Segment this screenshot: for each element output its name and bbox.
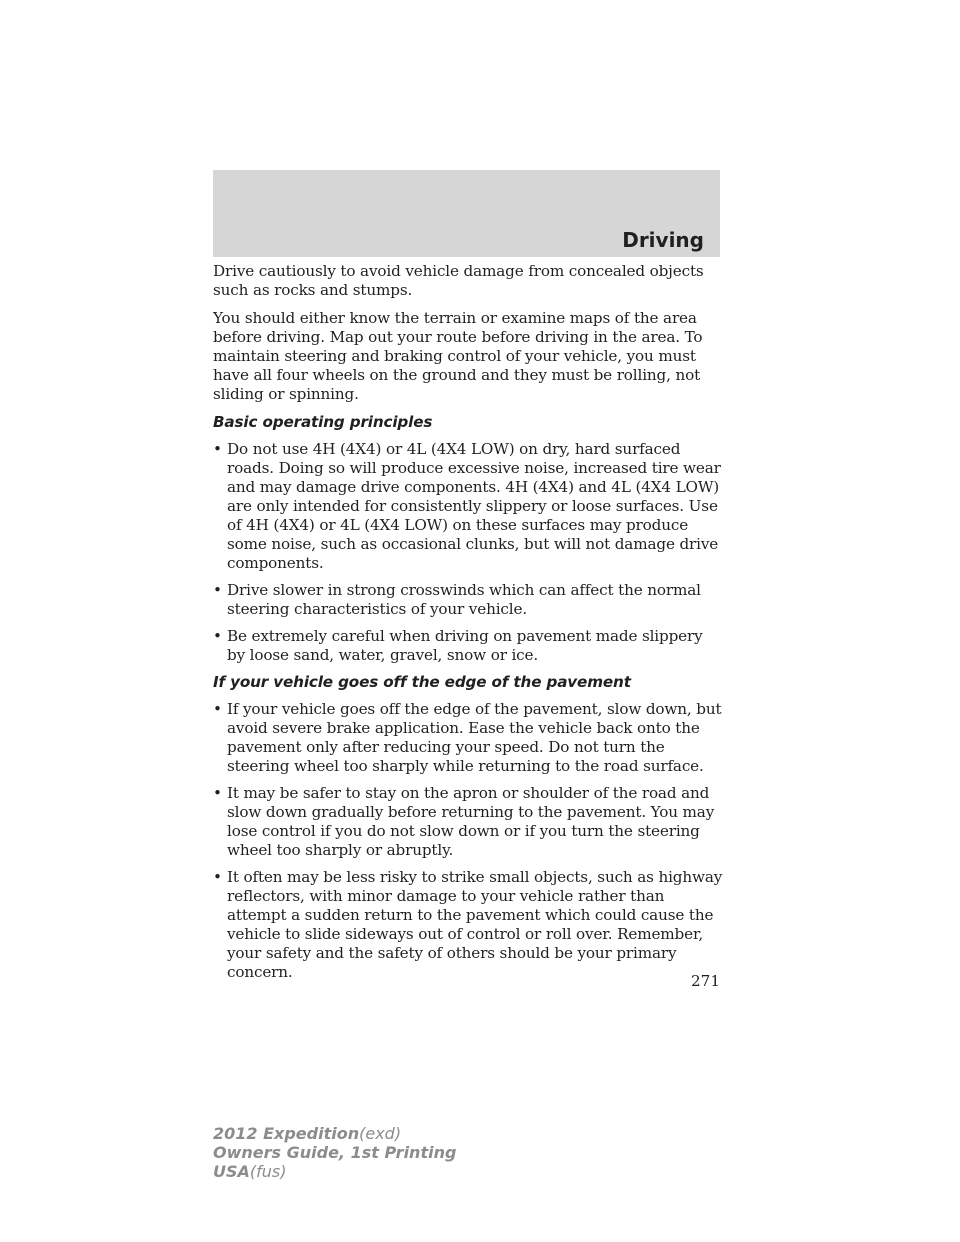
footer-model-name: 2012 Expedition bbox=[213, 1124, 360, 1143]
list-item-text: Drive slower in strong crosswinds which can affect the normal steering characteristics of your vehicle. bbox=[227, 581, 701, 618]
bullet-icon: • bbox=[213, 627, 222, 645]
list-item bbox=[213, 868, 723, 982]
document-footer bbox=[213, 1124, 456, 1181]
section-heading-off-pavement: If your vehicle goes off the edge of the pavement bbox=[213, 673, 631, 691]
footer-model-code: (exd) bbox=[359, 1124, 402, 1143]
list-item bbox=[213, 627, 723, 665]
footer-line-model bbox=[213, 1124, 456, 1143]
footer-line-guide: Owners Guide, 1st Printing bbox=[213, 1143, 457, 1162]
section-heading-basic-operating-principles: Basic operating principles bbox=[213, 413, 433, 431]
footer-market-code: (fus) bbox=[249, 1162, 287, 1181]
footer-market-name: USA bbox=[213, 1162, 250, 1181]
bullet-icon: • bbox=[213, 784, 222, 802]
list-item-text: Be extremely careful when driving on pavement made slippery by loose sand, water, gravel, snow or ice. bbox=[227, 627, 703, 664]
list-item bbox=[213, 784, 723, 860]
intro-paragraph: Drive cautiously to avoid vehicle damage from concealed objects such as rocks and stumps. bbox=[213, 262, 704, 299]
list-item bbox=[213, 581, 723, 619]
section-header-band bbox=[213, 170, 720, 257]
list-item-text: Do not use 4H (4X4) or 4L (4X4 LOW) on dry, hard surfaced roads. Doing so will produce excessive noise, increased tire wear and may damage drive components. 4H (4X4) and 4L (4X4 LOW) are only intended for consistently slippery or loose surfaces. Use of 4H (4X4) or 4L (4X4 LOW) on these surfaces may produce some noise, such as occasional clunks, but will not damage drive components. bbox=[227, 440, 721, 572]
list-item bbox=[213, 440, 723, 573]
list-item-text: If your vehicle goes off the edge of the pavement, slow down, but avoid severe brake application. Ease the vehicle back onto the pavement only after reducing your speed. Do not turn the steering wheel too sharply while returning to the road surface. bbox=[227, 700, 722, 775]
bullet-icon: • bbox=[213, 868, 222, 886]
list-item-text: It may be safer to stay on the apron or shoulder of the road and slow down gradually before returning to the pavement. You may lose control if you do not slow down or if you turn the steering wheel too sharply or abruptly. bbox=[227, 784, 715, 859]
bullet-icon: • bbox=[213, 440, 222, 458]
bullet-icon: • bbox=[213, 581, 222, 599]
intro-paragraph: You should either know the terrain or examine maps of the area before driving. Map out your route before driving in the area. To maintain steering and braking control of your vehicle, you must have all four wheels on the ground and they must be rolling, not sliding or spinning. bbox=[213, 309, 703, 403]
bullet-list-off-pavement bbox=[213, 700, 723, 982]
bullet-list-basic-operating-principles bbox=[213, 440, 723, 665]
list-item bbox=[213, 700, 723, 776]
footer-line-market bbox=[213, 1162, 456, 1181]
page-content bbox=[213, 262, 723, 990]
page-number: 271 bbox=[691, 972, 720, 990]
list-item-text: It often may be less risky to strike small objects, such as highway reflectors, with minor damage to your vehicle rather than attempt a sudden return to the pavement which could cause the vehicle to slide sideways out of control or roll over. Remember, your safety and the safety of others should be your primary concern. bbox=[227, 868, 723, 981]
bullet-icon: • bbox=[213, 700, 222, 718]
section-title: Driving bbox=[622, 228, 704, 252]
